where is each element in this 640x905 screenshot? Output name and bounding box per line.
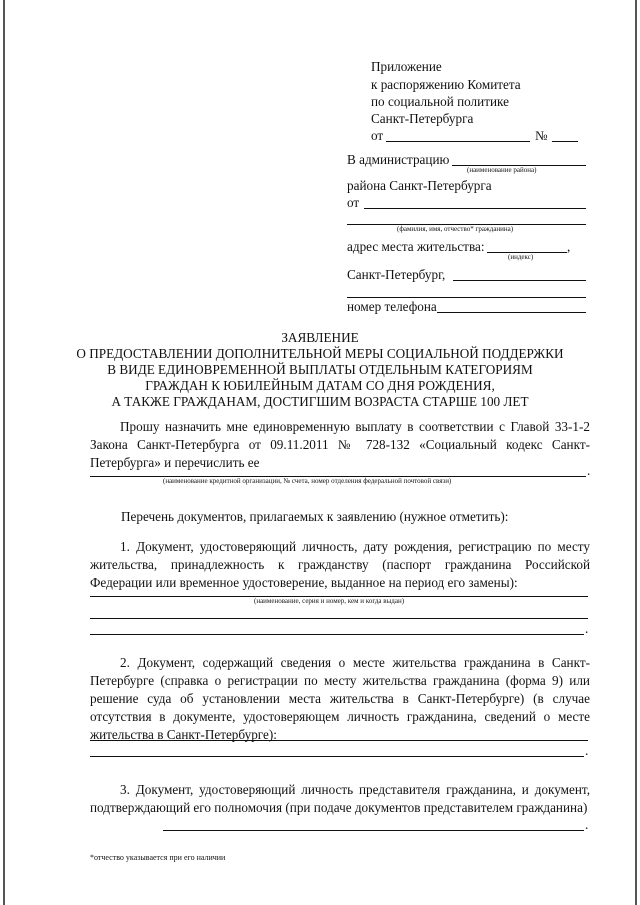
title-line2: О ПРЕДОСТАВЛЕНИИ ДОПОЛНИТЕЛЬНОЙ МЕРЫ СОЦИАЛЬНОЙ ПОДДЕРЖКИ <box>76 346 564 361</box>
doc2-field-1[interactable] <box>90 740 588 741</box>
docs-intro: Перечень документов, прилагаемых к заявлению (нужное отметить): <box>121 509 509 524</box>
request-paragraph: Прошу назначить мне единовременную выплату в соответствии с Главой 33-1-2 Закона Санкт-Петербурга от 09.11.2011 № 728-132 «Социальный кодекс Санкт-Петербурга» и перечислить ее <box>90 419 590 470</box>
doc2-end-mark: . <box>585 743 589 758</box>
footnote: *отчество указывается при его наличии <box>90 853 226 862</box>
city-label: Санкт-Петербург, <box>347 267 446 282</box>
bank-end-mark: . <box>587 463 591 478</box>
appendix-line4: Санкт-Петербурга <box>371 111 474 126</box>
index-hint: (индекс) <box>508 253 534 261</box>
appendix-date-field[interactable] <box>386 141 530 142</box>
doc1-field-3[interactable] <box>90 634 584 635</box>
doc2-paragraph: 2. Документ, содержащий сведения о месте жительства гражданина в Санкт-Петербурге (справка о регистрации по месту жительства гражданина (форма 9) или решение суда об установлении места жительства в Санкт-Петербурге) (в случае отсутствия в документе, удостоверяющем личность гражданина, сведений о месте жительства в Санкт-Петербурге): <box>90 655 590 742</box>
to-admin-label: В администрацию <box>347 152 450 167</box>
phone-field[interactable] <box>437 312 586 313</box>
appendix-from-label: от <box>371 128 384 143</box>
doc1-paragraph: 1. Документ, удостоверяющий личность, дату рождения, регистрацию по месту жительства, принадлежность к гражданству (паспорт гражданина Российской Федерации или временное удостоверение, выданное на период его замены): <box>90 539 590 590</box>
title-line5: А ТАКЖЕ ГРАЖДАНАМ, ДОСТИГШИМ ВОЗРАСТА СТАРШЕ 100 ЛЕТ <box>111 394 529 409</box>
scan-edge-left <box>3 0 5 905</box>
appendix-number-field[interactable] <box>552 141 578 142</box>
applicant-name-field[interactable] <box>364 208 586 209</box>
from-label: от <box>347 195 360 210</box>
title-line4: ГРАЖДАН К ЮБИЛЕЙНЫМ ДАТАМ СО ДНЯ РОЖДЕНИЯ, <box>145 378 495 393</box>
district-hint: (наименование района) <box>467 166 537 174</box>
doc3-field[interactable] <box>163 830 584 831</box>
appendix-line3: по социальной политике <box>371 94 509 109</box>
bank-hint: (наименование кредитной организации, № счета, номер отделения федеральной почтовой связи) <box>163 477 452 485</box>
doc3-paragraph: 3. Документ, удостоверяющий личность представителя гражданина, и документ, подтверждающий его полномочия (при подаче документов представителем гражданина) <box>90 782 590 815</box>
appendix-line2: к распоряжению Комитета <box>371 77 521 92</box>
doc3-end-mark: . <box>585 817 589 832</box>
doc1-hint: (наименование, серия и номер, кем и когда выдан) <box>254 597 405 605</box>
appendix-line1: Приложение <box>371 59 442 74</box>
name-hint: (фамилия, имя, отчество* гражданина) <box>397 225 514 233</box>
district-city-label: района Санкт-Петербурга <box>347 178 492 193</box>
doc1-end-mark: . <box>585 621 589 636</box>
scan-edge-right <box>635 0 637 905</box>
street-address-field[interactable] <box>453 280 586 281</box>
phone-label: номер телефона <box>347 299 437 314</box>
doc1-field-2[interactable] <box>90 618 588 619</box>
doc2-field-2[interactable] <box>90 756 584 757</box>
document-title: ЗАЯВЛЕНИЕ <box>281 330 359 345</box>
title-line3: В ВИДЕ ЕДИНОВРЕМЕННОЙ ВЫПЛАТЫ ОТДЕЛЬНЫМ КАТЕГОРИЯМ <box>107 362 533 377</box>
address-label: адрес места жительства: <box>347 239 485 254</box>
address-comma: , <box>567 239 571 254</box>
appendix-number-label: № <box>535 128 548 143</box>
